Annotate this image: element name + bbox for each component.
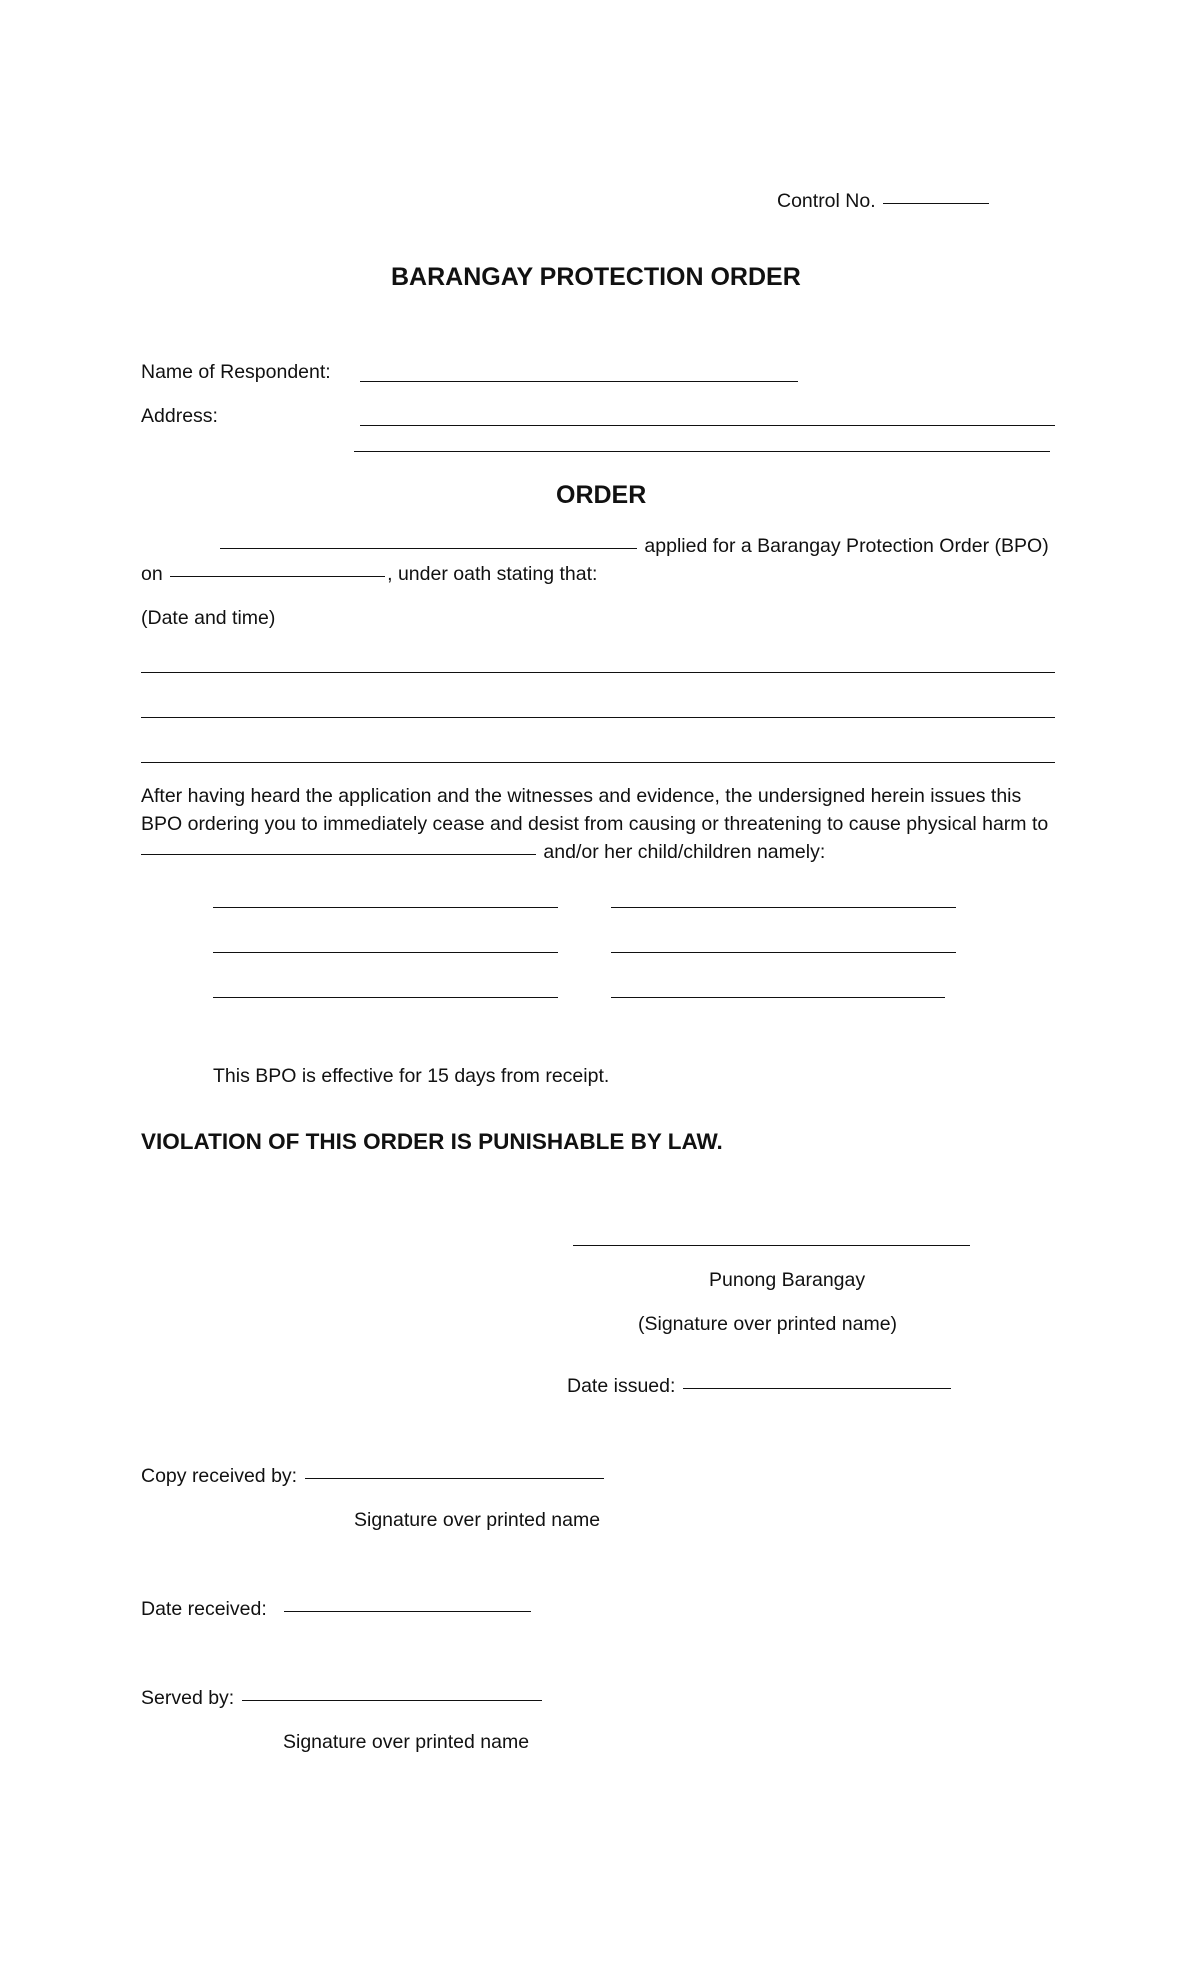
served-signature-caption: Signature over printed name [283, 1731, 530, 1753]
copy-received-label: Copy received by: [141, 1465, 298, 1487]
control-number [777, 189, 991, 213]
application-date-field[interactable] [170, 575, 385, 577]
applicant-line [218, 534, 1049, 558]
copy-received [141, 1464, 606, 1488]
child-name-field-2[interactable] [611, 907, 956, 908]
body-line-3 [141, 840, 825, 864]
signatory-title: Punong Barangay [709, 1269, 866, 1291]
protected-person-field[interactable] [141, 853, 536, 855]
body-line-3-suffix: and/or her child/children namely: [543, 841, 826, 863]
respondent-name-label: Name of Respondent: [141, 361, 331, 383]
child-name-field-6[interactable] [611, 997, 945, 998]
date-issued-label: Date issued: [567, 1375, 676, 1397]
date-received-field[interactable] [284, 1610, 531, 1612]
applied-text: applied for a Barangay Protection Order (BPO) [644, 535, 1049, 557]
child-name-field-1[interactable] [213, 907, 558, 908]
served-by-label: Served by: [141, 1687, 235, 1709]
respondent-name-field[interactable] [360, 381, 798, 382]
address-field-line-2[interactable] [354, 451, 1050, 452]
child-name-field-5[interactable] [213, 997, 558, 998]
date-received [141, 1597, 533, 1621]
copy-signature-caption: Signature over printed name [354, 1509, 601, 1531]
order-heading: ORDER [556, 481, 647, 509]
child-name-field-4[interactable] [611, 952, 956, 953]
date-issued-field[interactable] [683, 1387, 951, 1389]
application-date-line [141, 562, 597, 586]
under-oath-text: , under oath stating that: [387, 563, 598, 585]
date-received-label: Date received: [141, 1598, 267, 1620]
on-label: on [141, 563, 163, 585]
punong-barangay-signature-field[interactable] [573, 1245, 970, 1246]
served-by [141, 1686, 544, 1710]
statement-line-1[interactable] [141, 672, 1055, 673]
body-line-2: BPO ordering you to immediately cease and desist from causing or threatening to cause physical harm to [141, 813, 1049, 835]
control-number-field[interactable] [883, 202, 989, 204]
date-issued [567, 1374, 953, 1398]
signatory-subtitle: (Signature over printed name) [638, 1313, 898, 1335]
address-field-line-1[interactable] [360, 425, 1055, 426]
document-title: BARANGAY PROTECTION ORDER [391, 263, 801, 291]
statement-line-3[interactable] [141, 762, 1055, 763]
date-time-note: (Date and time) [141, 607, 276, 629]
address-label: Address: [141, 405, 218, 427]
child-name-field-3[interactable] [213, 952, 558, 953]
statement-line-2[interactable] [141, 717, 1055, 718]
served-by-field[interactable] [242, 1699, 542, 1701]
violation-warning: VIOLATION OF THIS ORDER IS PUNISHABLE BY LAW. [141, 1129, 723, 1154]
control-number-label: Control No. [777, 190, 876, 212]
effective-note: This BPO is effective for 15 days from receipt. [213, 1065, 610, 1087]
body-line-1: After having heard the application and the witnesses and evidence, the undersigned herein issues this [141, 785, 1022, 807]
copy-received-field[interactable] [305, 1477, 604, 1479]
applicant-name-field[interactable] [220, 547, 637, 549]
